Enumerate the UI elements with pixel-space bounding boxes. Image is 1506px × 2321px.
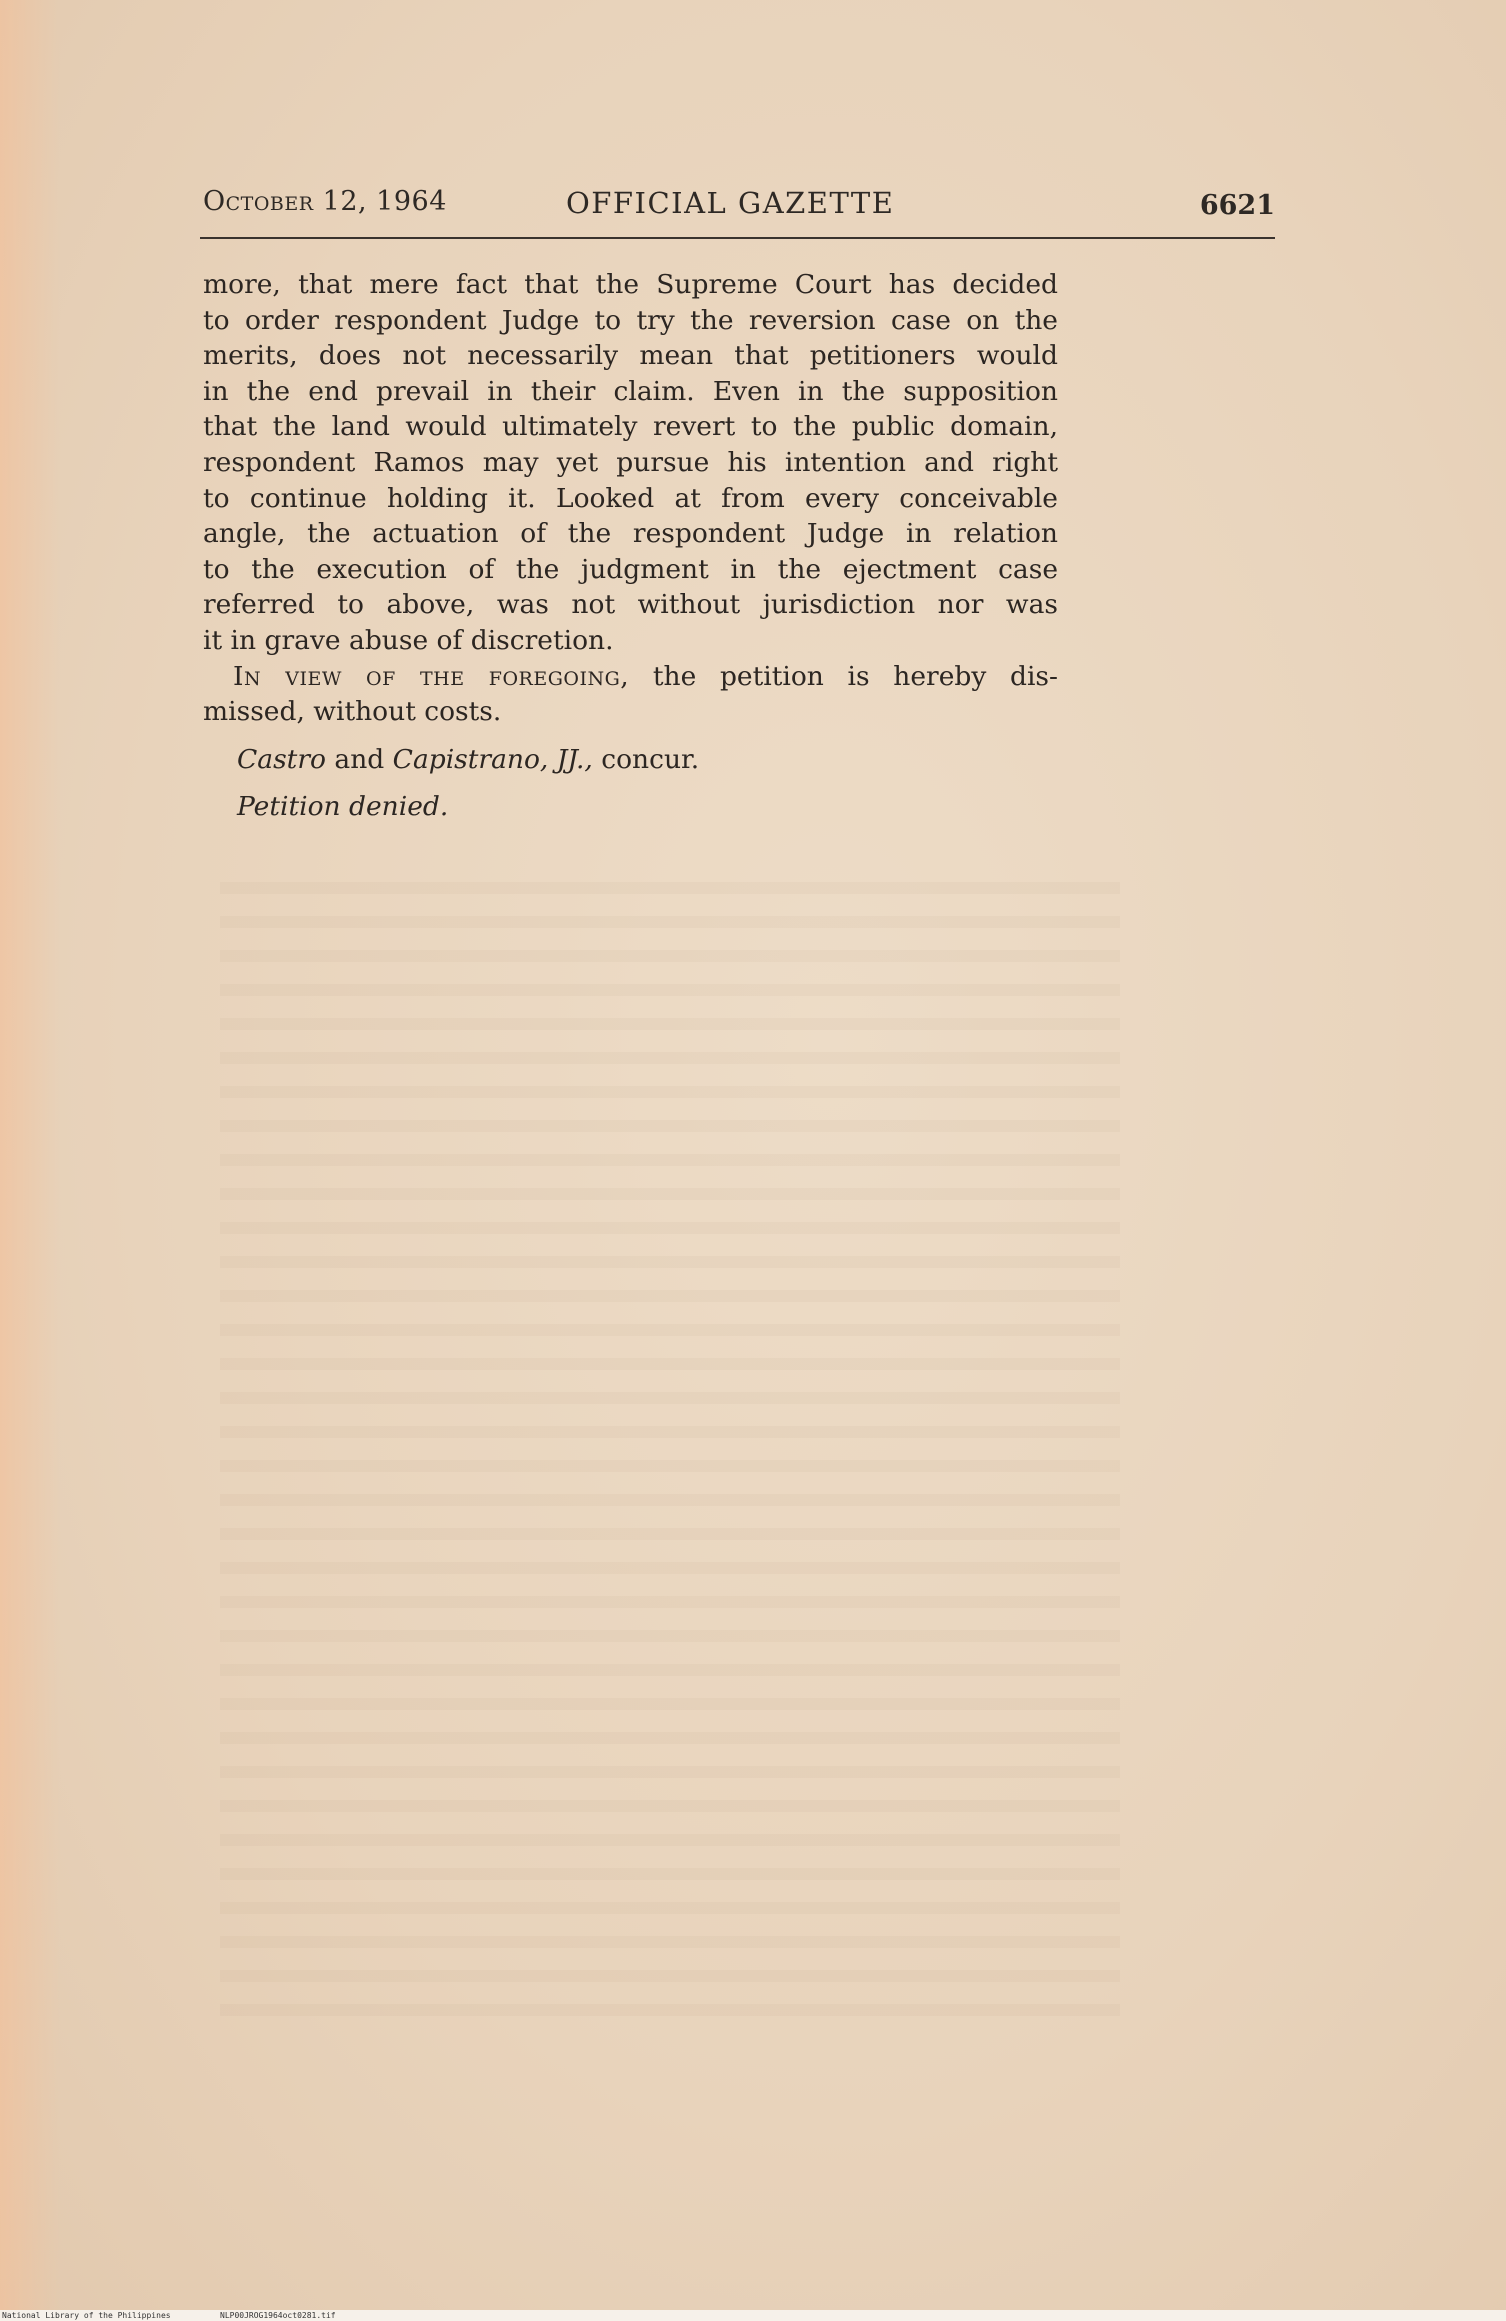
text-line: missed, without costs. <box>203 696 502 728</box>
scan-filename: NLP00JROG1964oct0281.tif <box>220 2311 336 2320</box>
justice-name: Capistrano, JJ., <box>392 743 593 775</box>
conjunction: and <box>334 743 385 775</box>
text-line: referred to above, was not without jurisdiction nor was <box>203 589 1058 621</box>
continuation-paragraph <box>203 267 1058 659</box>
text-line: that the land would ultimately revert to the public domain, <box>203 411 1058 443</box>
page-number: 6621 <box>1199 190 1275 221</box>
text-line: to order respondent Judge to try the reversion case on the <box>203 304 1058 336</box>
text-line: to the execution of the judgment in the ejectment case <box>203 553 1058 585</box>
publication-title: OFFICIAL GAZETTE <box>566 186 895 220</box>
text-line: respondent Ramos may yet pursue his intention and right <box>203 446 1058 478</box>
disposition-paragraph <box>203 659 1058 730</box>
disposition-lead: In view of the foregoing, <box>233 660 630 692</box>
text-line: more, that mere fact that the Supreme Court has decided <box>203 269 1058 300</box>
header-rule <box>200 237 1275 239</box>
text-line: merits, does not necessarily mean that petitioners would <box>203 340 1058 372</box>
body-text <box>203 267 1058 825</box>
issue-date: October 12, 1964 <box>203 186 447 217</box>
text-line: to continue holding it. Looked at from every conceivable <box>203 482 1058 514</box>
justice-name: Castro <box>237 743 326 775</box>
concur-verb: concur. <box>601 743 700 775</box>
text-line <box>203 659 1058 695</box>
text-line: it in grave abuse of discretion. <box>203 624 614 656</box>
text-line: angle, the actuation of the respondent Judge in relation <box>203 518 1058 550</box>
disposition-text: the petition is hereby dis- <box>652 660 1058 692</box>
text-line: in the end prevail in their claim. Even in the supposition <box>203 375 1058 407</box>
bleed-through-texture <box>220 860 1120 2020</box>
scan-footer <box>0 2310 1506 2321</box>
concurrence-line <box>203 742 1058 778</box>
library-credit: National Library of the Philippines <box>2 2311 171 2320</box>
running-head <box>203 186 1275 226</box>
case-result: Petition denied. <box>237 791 449 823</box>
